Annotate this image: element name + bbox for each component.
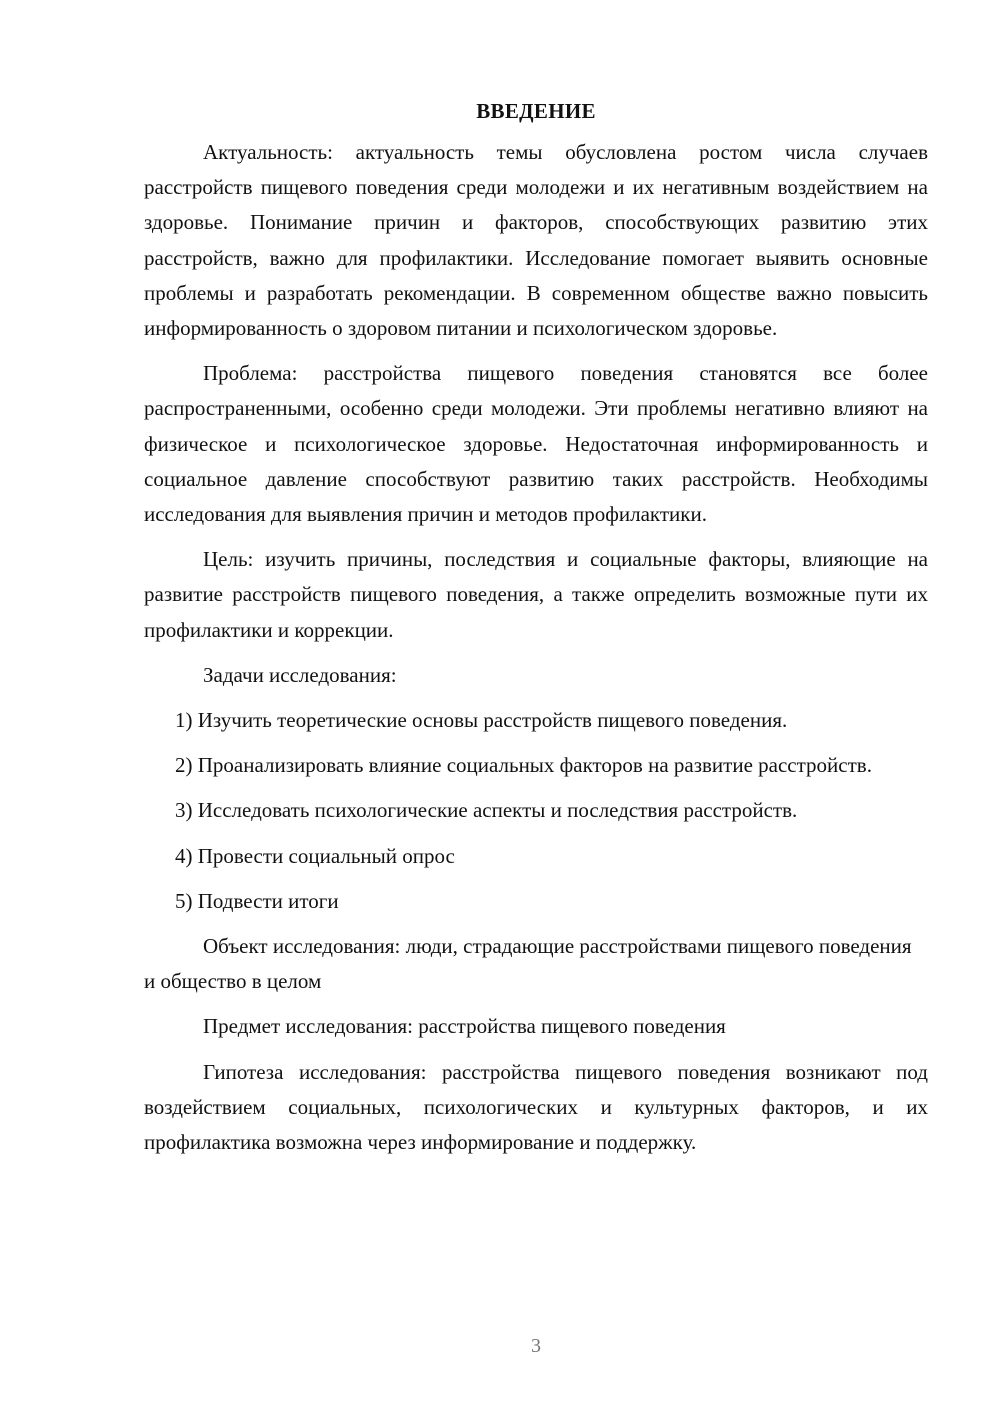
page-body xyxy=(144,96,928,1170)
task-item-3: 3) Исследовать психологические аспекты и последствия расстройств. xyxy=(175,798,798,823)
task-item-2: 2) Проанализировать влияние социальных факторов на развитие расстройств. xyxy=(175,753,872,778)
subject-paragraph: Предмет исследования: расстройства пищевого поведения xyxy=(203,1014,726,1039)
relevance-paragraph: Актуальность: актуальность темы обусловлена ростом числа случаев расстройств пищевого поведения среди молодежи и их негативным воздействием на здоровье. Понимание причин и факторов, способствующих развитию этих расстройств, важно для профилактики. Исследование помогает выявить основные проблемы и разработать рекомендации. В современном обществе важно повысить информированность о здоровом питании и психологическом здоровье. xyxy=(144,140,928,341)
hypothesis-paragraph: Гипотеза исследования: расстройства пищевого поведения возникают под воздействием социальных, психологических и культурных факторов, и их профилактика возможна через информирование и поддержку. xyxy=(144,1059,928,1155)
goal-paragraph: Цель: изучить причины, последствия и социальные факторы, влияющие на развитие расстройств пищевого поведения, а также определить возможные пути их профилактики и коррекции. xyxy=(144,547,928,642)
task-item-5: 5) Подвести итоги xyxy=(175,888,339,913)
task-item-1: 1) Изучить теоретические основы расстройств пищевого поведения. xyxy=(175,708,788,733)
page-number: 3 xyxy=(531,1335,541,1357)
task-item-4: 4) Провести социальный опрос xyxy=(175,843,455,868)
object-paragraph: Объект исследования: люди, страдающие расстройствами пищевого поведения и общество в целом xyxy=(144,934,912,994)
tasks-heading: Задачи исследования: xyxy=(203,662,397,687)
page-title: ВВЕДЕНИЕ xyxy=(476,99,596,123)
problem-paragraph: Проблема: расстройства пищевого поведения становятся все более распространенными, особенно среди молодежи. Эти проблемы негативно влияют на физическое и психологическое здоровье. Недостаточная информированность и социальное давление способствуют развитию таких расстройств. Необходимы исследования для выявления причин и методов профилактики. xyxy=(144,361,928,527)
